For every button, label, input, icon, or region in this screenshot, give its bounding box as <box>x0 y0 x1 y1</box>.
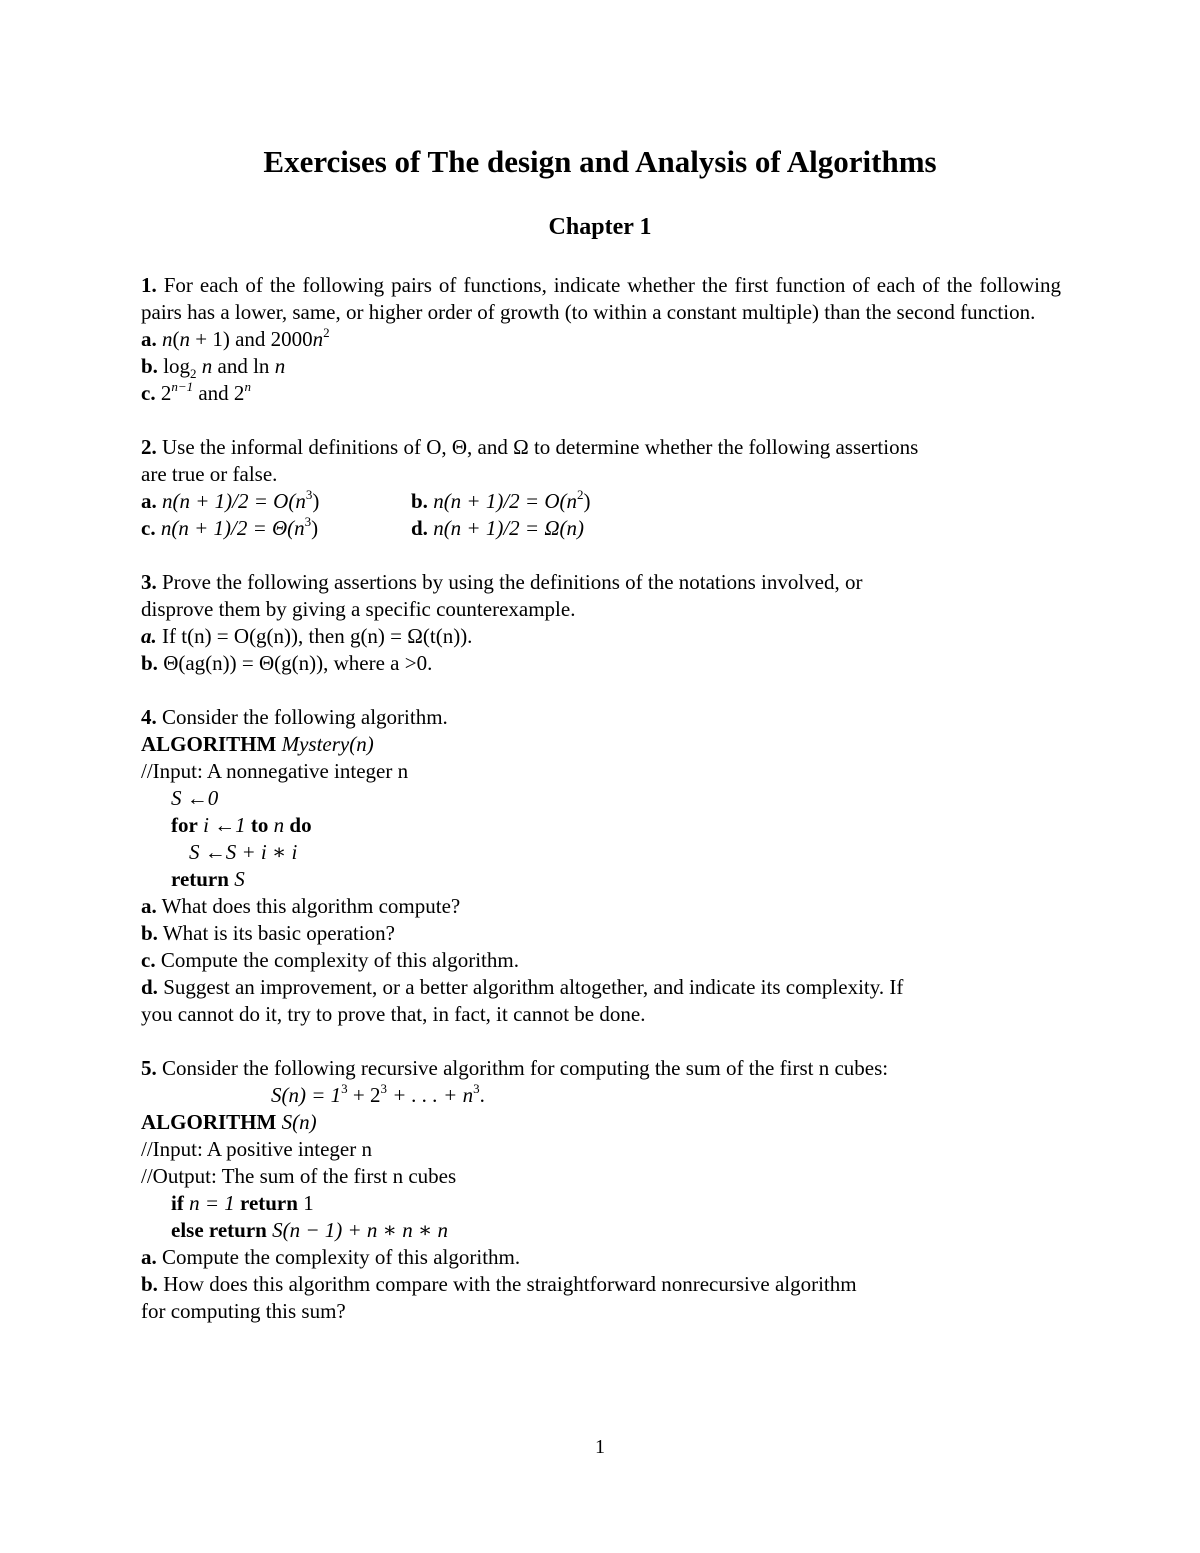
exercise-2-part-a: a. $n(n + 1)/2 = O(n^3)$ <box>141 487 320 513</box>
exercise-5-part-b-cont: for computing this sum? <box>141 1299 346 1323</box>
exercise-5-part-a: a. Compute the complexity of this algorithm. <box>141 1245 521 1269</box>
exercise-3-part-a: a. If t(n) = O(g(n)), then g(n) = Ω(t(n)). <box>141 624 473 648</box>
exercise-2 <box>141 434 1061 542</box>
algorithm-line-body: S ←S + i ∗ i <box>189 840 298 864</box>
exercise-1-part-a: a. n(n + 1) and $2000n^2$ <box>141 325 330 351</box>
exercise-2-prompt: 2. Use the informal definitions of O, Θ, and Ω to determine whether the following assertions <box>141 435 919 459</box>
exercise-text: For each of the following pairs of functions, indicate whether the first function of each of the following pairs has a lower, same, or higher order of growth (to within a constant multiple) than the second function. <box>141 273 1062 324</box>
exercise-3-part-b: b. Θ(ag(n)) = Θ(g(n)), where a >0. <box>141 651 433 675</box>
exercise-3 <box>141 569 1061 677</box>
exercise-2-part-d: d. n(n + 1)/2 = Ω(n) <box>411 516 585 540</box>
exercise-1 <box>141 272 1061 407</box>
exercise-2-part-c: c. $n(n + 1)/2 = \Theta(n^3)$ <box>141 514 319 540</box>
exercise-5 <box>141 1055 1061 1325</box>
algorithm-line-if: if n = 1 return 1 <box>171 1191 314 1215</box>
exercise-4-part-c: c. Compute the complexity of this algorithm. <box>141 948 519 972</box>
algorithm-line-for: for i ←1 to n do <box>171 813 312 837</box>
algorithm-input-comment: //Input: A positive integer n <box>141 1137 372 1161</box>
exercise-1-part-c: c. $2^{n-1}$ and 2$^n$ <box>141 379 251 405</box>
algorithm-input-comment: //Input: A nonnegative integer n <box>141 759 409 783</box>
exercise-4-part-a: a. What does this algorithm compute? <box>141 894 461 918</box>
exercise-list <box>141 272 1061 1352</box>
exercise-5-part-b: b. How does this algorithm compare with the straightforward nonrecursive algorithm <box>141 1272 857 1296</box>
exercise-3-prompt-cont: disprove them by giving a specific counterexample. <box>141 597 576 621</box>
exercise-1-part-b: b. $\log_2 n$ and ln n <box>141 354 286 382</box>
exercise-2-row-2 <box>141 515 1061 542</box>
exercise-2-part-b: b. $n(n + 1)/2 = O(n^2)$ <box>411 487 591 513</box>
exercise-2-prompt-cont: are true or false. <box>141 462 278 486</box>
page-number: 1 <box>595 1436 605 1458</box>
exercise-4-part-d: d. Suggest an improvement, or a better algorithm altogether, and indicate its complexity. If <box>141 975 904 999</box>
exercise-4-prompt: 4. Consider the following algorithm. <box>141 705 448 729</box>
exercise-4 <box>141 704 1061 1028</box>
sum-of-cubes-formula: $S(n) = 1^3 + 2^3$ + . . . + $n^3$. <box>271 1081 485 1107</box>
exercise-3-prompt: 3. Prove the following assertions by using the definitions of the notations involved, or <box>141 570 863 594</box>
algorithm-header: ALGORITHM Mystery(n) <box>141 732 374 756</box>
exercise-1-prompt <box>141 272 1061 326</box>
exercise-number: 1. <box>141 273 157 297</box>
algorithm-line-init: S ←0 <box>171 786 219 810</box>
chapter-heading: Chapter 1 <box>548 214 652 240</box>
exercise-4-part-b: b. What is its basic operation? <box>141 921 395 945</box>
algorithm-line-else: else return S(n − 1) + n ∗ n ∗ n <box>171 1218 448 1242</box>
exercise-5-prompt: 5. Consider the following recursive algorithm for computing the sum of the first n cubes: <box>141 1056 889 1080</box>
algorithm-header: ALGORITHM S(n) <box>141 1110 317 1134</box>
exercise-4-part-d-cont: you cannot do it, try to prove that, in fact, it cannot be done. <box>141 1002 646 1026</box>
exercise-2-row-1 <box>141 488 1061 515</box>
algorithm-output-comment: //Output: The sum of the first n cubes <box>141 1164 457 1188</box>
page-title: Exercises of The design and Analysis of Algorithms <box>263 144 937 179</box>
algorithm-line-return: return S <box>171 867 245 891</box>
